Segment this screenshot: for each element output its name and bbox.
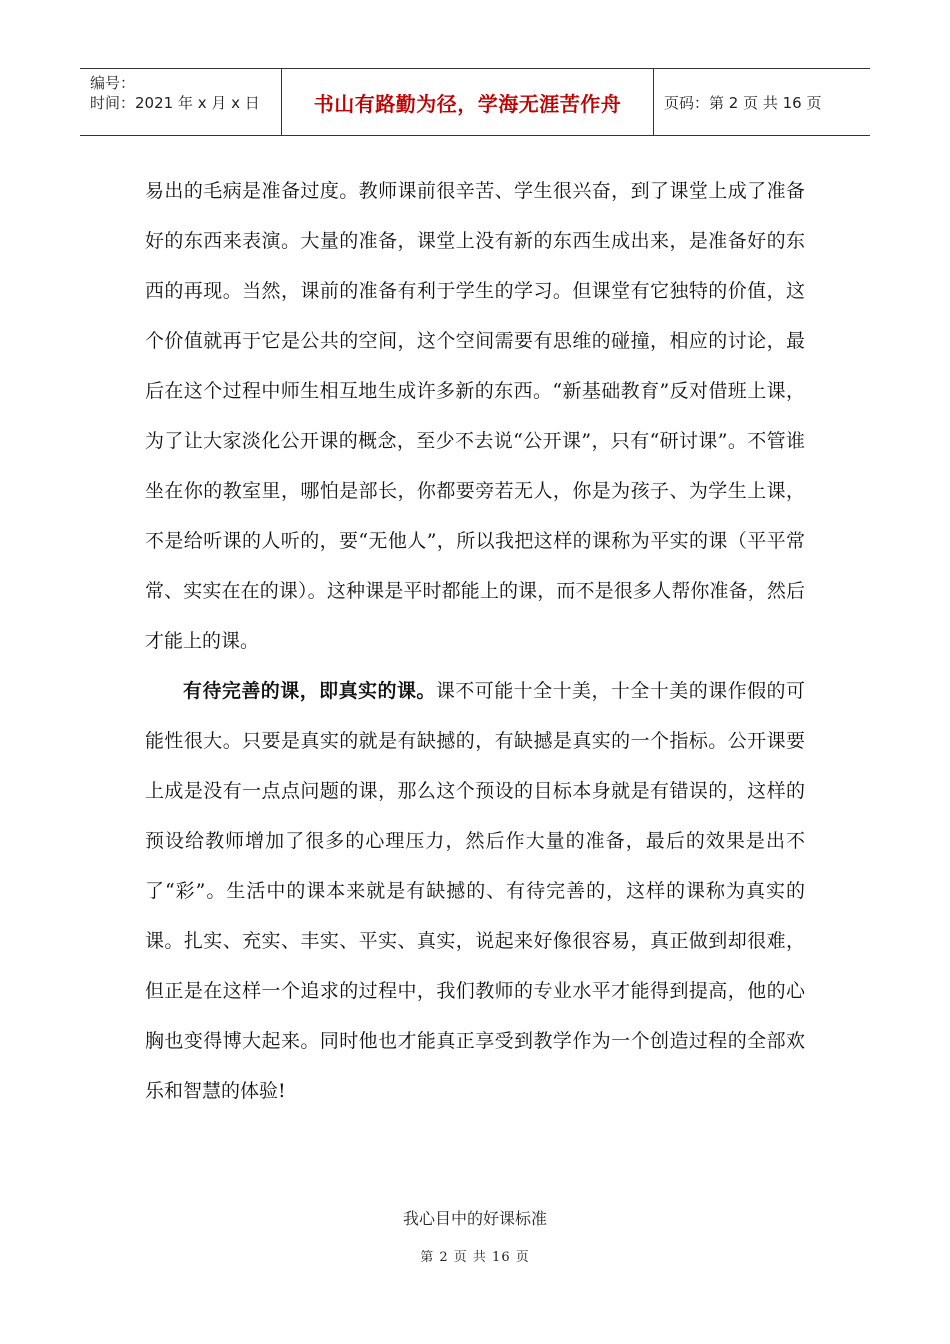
footer-document-title: 我心目中的好课标准 — [402, 1209, 547, 1228]
paragraph-2-heading: 有待完善的课，即真实的课。 — [183, 680, 436, 702]
header-motto: 书山有路勤为径，学海无涯苦作舟 — [282, 69, 654, 135]
document-body — [145, 166, 805, 1116]
paragraph-2-text: 课不可能十全十美，十全十美的课作假的可能性很大。只要是真实的就是有缺撼的，有缺撼是真实的一个指标。公开课要上成是没有一点点问题的课，那么这个预设的目标本身就是有错误的，这样的预设给教师增加了很多的心理压力，然后作大量的准备，最后的效果是出不了“彩”。生活中的课本来就是有缺撼的、有待完善的，这样的课称为真实的课。扎实、充实、丰实、平实、真实，说起来好像很容易，真正做到却很难，但正是在这样一个追求的过程中，我们教师的专业水平才能得到提高，他的心胸也变得博大起来。同时他也才能真正享受到教学作为一个创造过程的全部欢乐和智慧的体验! — [145, 680, 805, 1102]
time-label: 时间：2021 年 x 月 x 日 — [90, 94, 260, 112]
header-page-info: 页码：第 2 页 共 16 页 — [664, 93, 822, 112]
paragraph-1: 易出的毛病是准备过度。教师课前很辛苦、学生很兴奋，到了课堂上成了准备好的东西来表演。大量的准备，课堂上没有新的东西生成出来，是准备好的东西的再现。当然，课前的准备有利于学生的学习。但课堂有它独特的价值，这个价值就再于它是公共的空间，这个空间需要有思维的碰撞，相应的讨论，最后在这个过程中师生相互地生成许多新的东西。“新基础教育”反对借班上课，为了让大家淡化公开课的概念，至少不去说“公开课”，只有“研讨课”。不管谁坐在你的教室里，哪怕是部长，你都要旁若无人，你是为孩子、为学生上课，不是给听课的人听的，要“无他人”，所以我把这样的课称为平实的课（平平常常、实实在在的课）。这种课是平时都能上的课，而不是很多人帮你准备，然后才能上的课。 — [145, 180, 805, 652]
footer-page-number: 第 2 页 共 16 页 — [420, 1250, 530, 1265]
paragraph-2 — [145, 666, 805, 1116]
serial-label: 编号： — [90, 74, 136, 92]
document-header — [80, 68, 870, 136]
header-meta — [80, 69, 282, 135]
